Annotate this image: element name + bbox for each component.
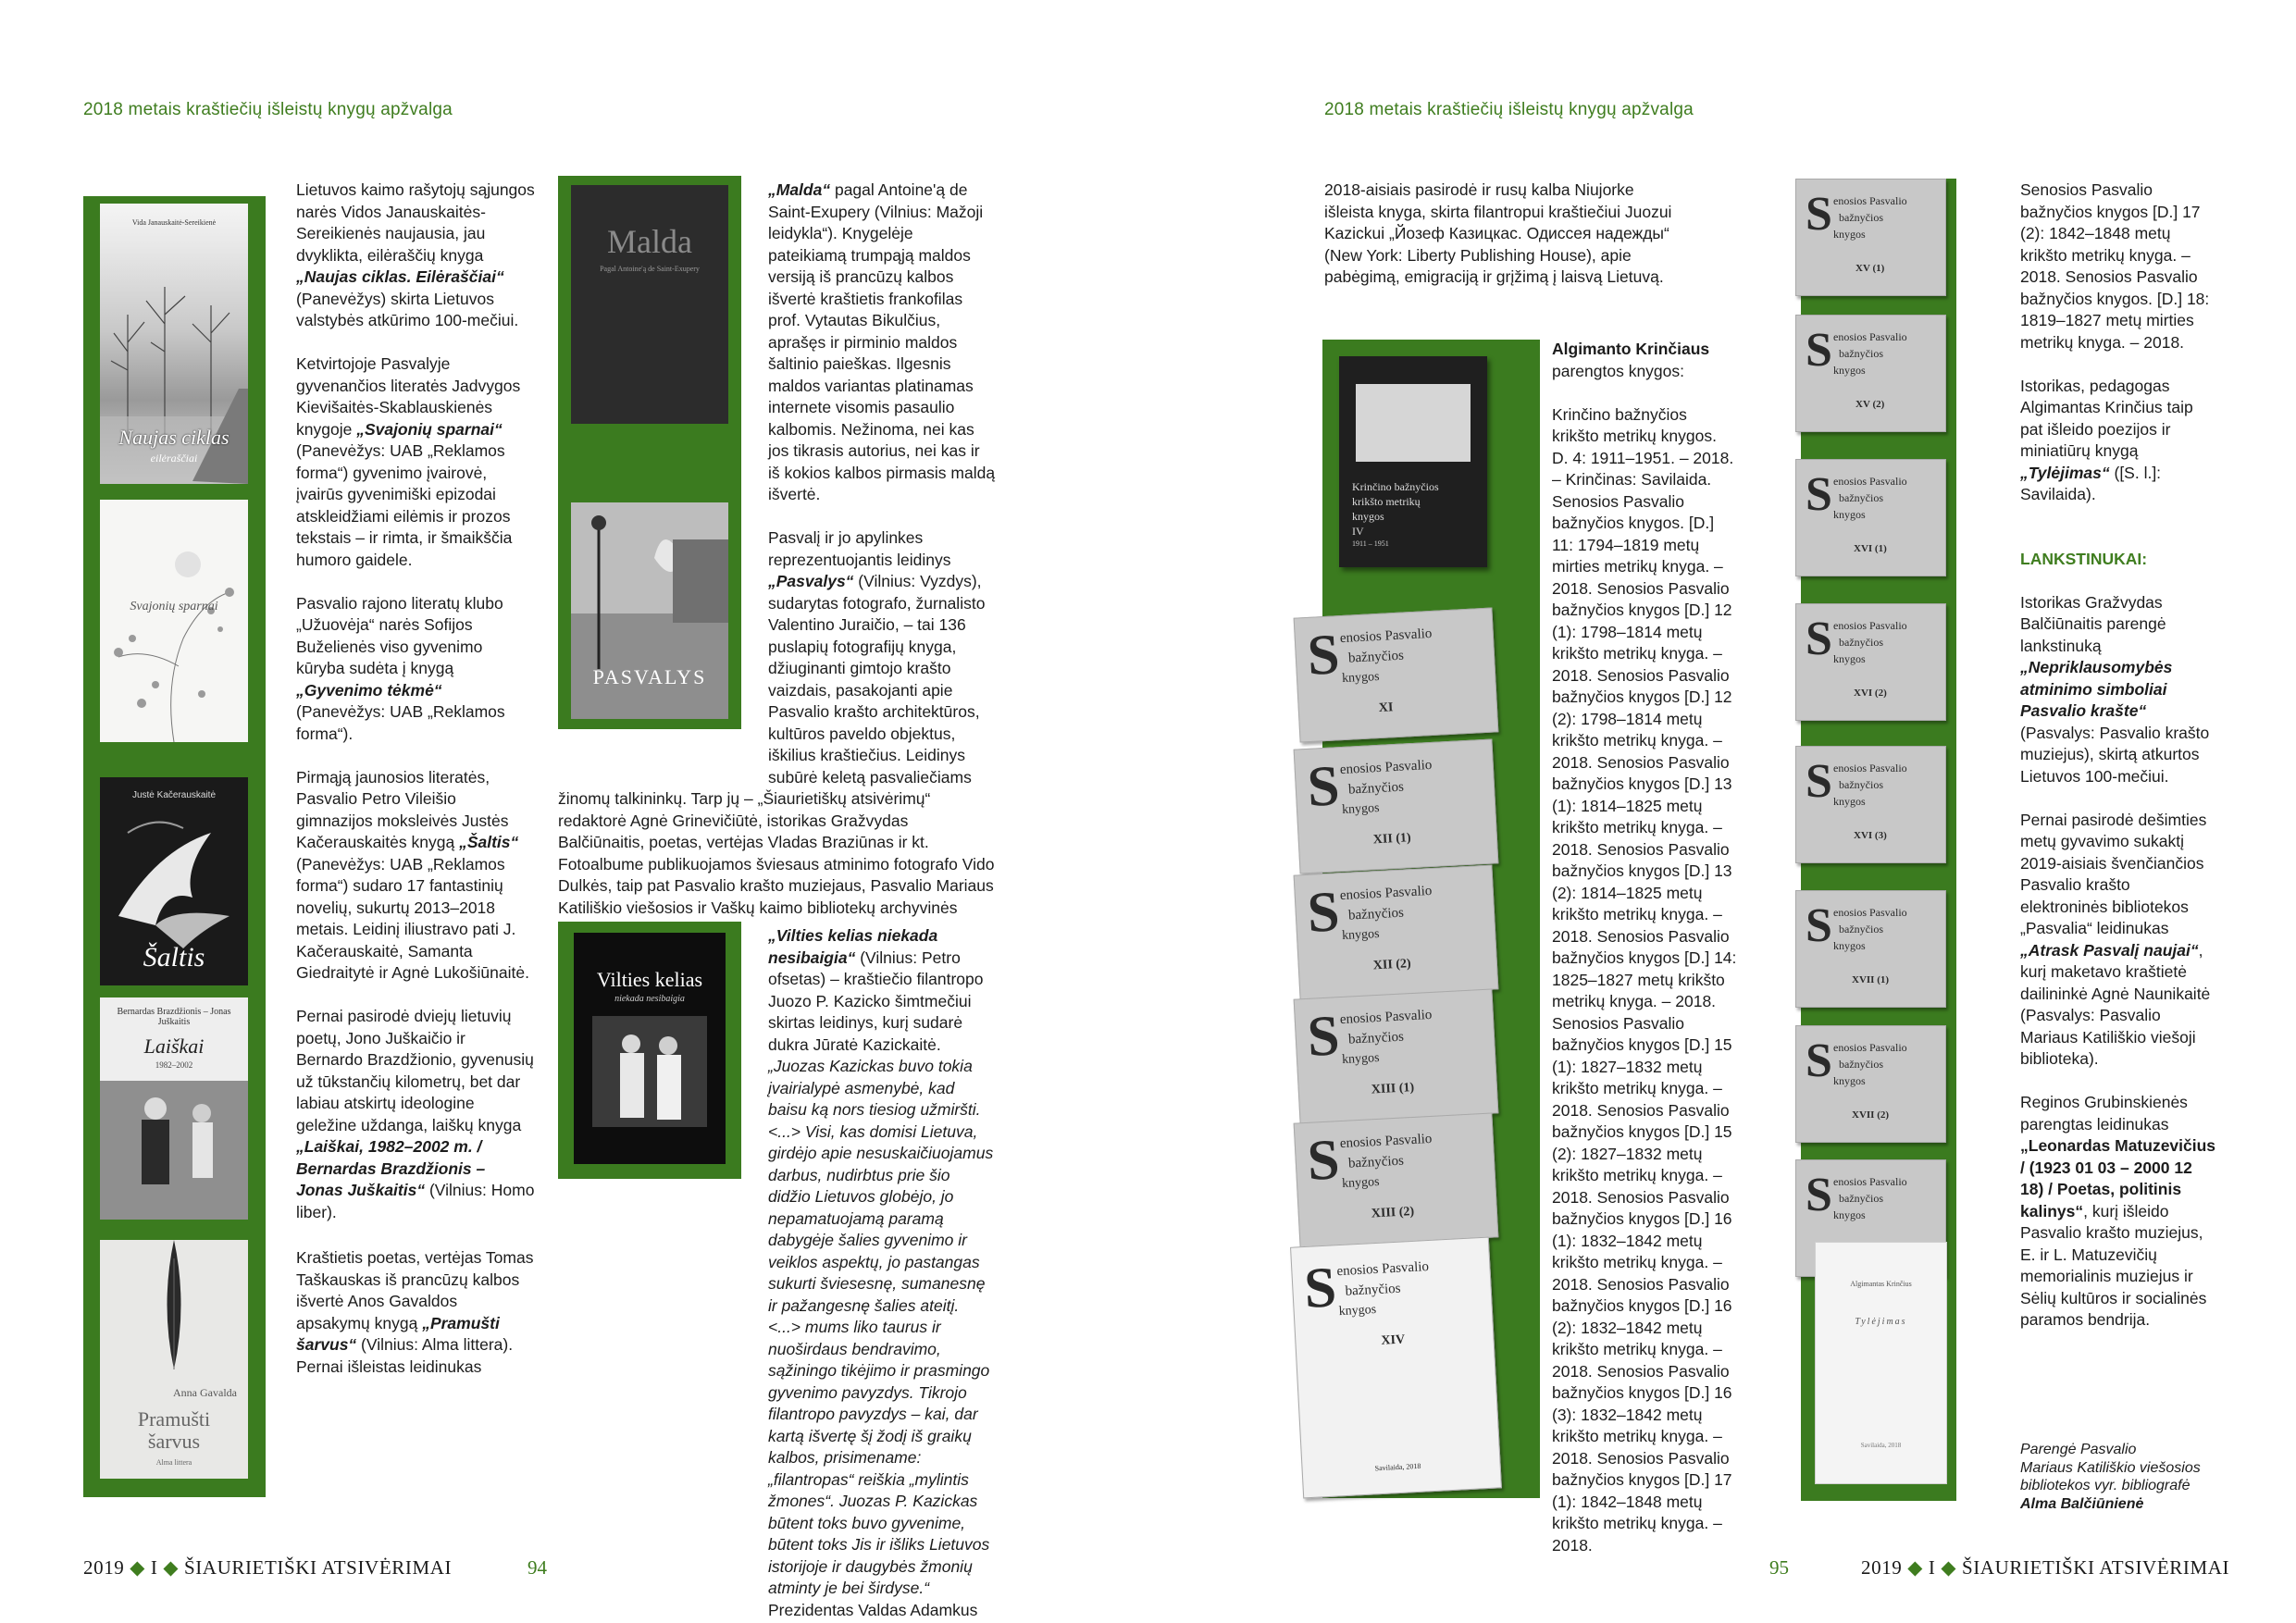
senosios-book-xv-2: S enosios Pasvalio bažnyčios knygos XV (2) bbox=[1795, 315, 1946, 432]
cover-title: Šaltis bbox=[143, 942, 205, 973]
cover-publisher: Savilaida, 2018 bbox=[1860, 1442, 1902, 1449]
paragraph: Algimanto Krinčiaus parengtos knygos: bbox=[1552, 340, 1710, 380]
cover-title: Laiškai bbox=[143, 1035, 205, 1058]
cover-svajoniu-sparnai bbox=[100, 500, 248, 742]
senosios-book-xii-2: S enosios Pasvalio bažnyčios knygos XII (2) bbox=[1294, 864, 1499, 999]
photo-illustration bbox=[100, 997, 248, 1220]
senosios-book-xvi-2: S enosios Pasvalio bažnyčios knygos XVI (2) bbox=[1795, 603, 1946, 721]
paragraph: Pernai pasirodė dešimties metų gyvavimo sukaktį 2019-aisiais švenčiančios Pasvalio krašto elektroninės bibliotekos „Pasvalia“ leidinukas „Atrask Pasvalį naujai“, kurį maketavo kraštietė dailininkė Agnė Naunikaitė (Pasvalys: Pasvalio Mariaus Katiliškio viešoji biblioteka). bbox=[2020, 810, 2211, 1068]
page-number-left: 94 bbox=[527, 1556, 547, 1579]
cover-title: Malda bbox=[607, 223, 692, 260]
running-head: 2018 metais kraštiečių išleistų knygų apžvalga bbox=[83, 100, 453, 119]
senosios-book-xvi-3: S enosios Pasvalio bažnyčios knygos XVI (3) bbox=[1795, 746, 1946, 863]
cover-title: Vilties kelias bbox=[596, 968, 703, 991]
cover-tylejimas bbox=[1815, 1242, 1947, 1484]
cover-naujas-ciklas bbox=[100, 204, 248, 484]
right-column-1-intro bbox=[1324, 180, 1676, 310]
lankstinukai-heading: LANKSTINUKAI: bbox=[2020, 549, 2148, 568]
cover-subtitle: niekada nesibaigia bbox=[614, 994, 685, 1004]
cover-author: Justė Kačerauskaitė bbox=[131, 790, 217, 800]
cover-pramusti-sarvus bbox=[100, 1240, 248, 1479]
cover-vol: IV bbox=[1352, 525, 1364, 538]
cover-saltis bbox=[100, 777, 248, 985]
paragraph: Pernai pasirodė dviejų lietuvių poetų, Jono Juškaičio ir Bernardo Brazdžionio, gyvenusių už tūkstančių kilometrų, bet dar labiau atskirtų ideologine geležine uždanga, laiškų knyga „Laiškai, 1982–2002 m. / Bernardas Brazdžionis – Jonas Juškaitis“ (Vilnius: Homo liber). bbox=[296, 1007, 535, 1221]
cover-title: Svajonių sparnai bbox=[130, 600, 218, 613]
cover-krincino bbox=[1339, 356, 1487, 567]
cover-line1: Krinčino bažnyčios bbox=[1352, 480, 1439, 493]
cover-title: Pramušti šarvus bbox=[137, 1407, 211, 1453]
cover-line2: krikšto metrikų bbox=[1352, 495, 1421, 508]
left-column-2 bbox=[558, 180, 996, 962]
senosios-book-xiii-1: S enosios Pasvalio bažnyčios knygos XIII (1) bbox=[1294, 988, 1499, 1123]
senosios-book-xvii-1: S enosios Pasvalio bažnyčios knygos XVII (1) bbox=[1795, 890, 1946, 1008]
paragraph: „Vilties kelias niekada nesibaigia“ (Vilnius: Petro ofsetas) – kraštiečio filantropo Juozo P. Kazicko šimtmečiui skirtas leidinys, kurį sudarė dukra Jūratė Kazickaitė. „Juozas Kazickas buvo tokia įvairialypė asmenybė, kad baisu ką nors tiesiog užmiršti. <...> Visi, kas domisi Lietuva, girdėjo apie nesuskaičiuojamus darbus, nudirbtus prie šio didžio Lietuvos globėjo, jo nepamatuojamą paramą dabygėje šalies gyvenimo ir veiklos aspektų, jo pastangas sukurti šviesesnę, sumanesnę ir pažangesnę šalies ateitį. <...> mums liko taurus ir nuoširdaus bendravimo, sąžiningo tikėjimo ir prasmingo gyvenimo pavyzdys. Tikrojo filantropo pavyzdys – kai, dar kartą išvertę šį žodį iš graikų kalbos, prisimename: „filantropas“ reiškia „mylintis žmones“. Juozas P. Kazickas būtent toks buvo gyvenime, būtent toks Jis ir išliks Lietuvos istorijoje ir daugybės žmonių atminty je bei širdyse.“ Prezidentas Valdas Adamkus bbox=[768, 926, 994, 1619]
senosios-book-xviii: S enosios Pasvalio bažnyčios knygos bbox=[1795, 1159, 1946, 1277]
left-column-2b bbox=[558, 925, 996, 1621]
cover-years: 1911 – 1951 bbox=[1352, 539, 1389, 548]
cover-years: 1982–2002 bbox=[155, 1060, 193, 1070]
cover-title: Naujas ciklas bbox=[118, 426, 230, 449]
cover-author: Algimantas Krinčius bbox=[1850, 1280, 1912, 1288]
cover-publisher: Alma littera bbox=[155, 1458, 192, 1467]
senosios-book-xvi-1: S enosios Pasvalio bažnyčios knygos XVI (1) bbox=[1795, 459, 1946, 576]
left-column-1 bbox=[296, 180, 535, 1400]
paragraph: Ketvirtojoje Pasvalyje gyvenančios literatės Jadvygos Kievišaitės-Skablauskienės knygoje „Svajonių sparnai“ (Panevėžys: UAB „Reklamos forma“) gyvenimo įvairovė, įvairūs gyvenimiški epizodai atskleidžiami eilėmis ir prozos tekstais – ir rimta, ir šmaikščia humoro gaidele. bbox=[296, 354, 521, 569]
cover-author: Pagal Antoine'ą de Saint-Exupery bbox=[600, 265, 700, 273]
senosios-book-xv-1: S enosios Pasvalio bažnyčios knygos XV (1) bbox=[1795, 179, 1946, 296]
right-page bbox=[1148, 0, 2296, 1623]
page-number-right: 95 bbox=[1769, 1556, 1789, 1579]
senosios-book-xi: S enosios Pasvalio bažnyčios knygos XI bbox=[1294, 607, 1499, 742]
paragraph: Lietuvos kaimo rašytojų sąjungos narės Vidos Janauskaitės-Sereikienės naujausia, jau dvyklikta, eilėraščių knyga „Naujas ciklas. Eilėraščiai“ (Panevėžys) skirta Lietuvos valstybės atkūrimo 100-mečiui. bbox=[296, 180, 535, 329]
cover-title: Tylėjimas bbox=[1855, 1317, 1907, 1327]
paragraph: Reginos Grubinskienės parengtas leidinukas „Leonardas Matuzevičius / (1923 01 03 – 2000 12 18) / Poetas, politinis kalinys“, kurį išleido Pasvalio krašto muziejus, E. ir L. Matuzevičių memorialinis muziejus ir Sėlių kultūros ir socialinės paramos bendrija. bbox=[2020, 1093, 2216, 1329]
paragraph: Pasvalio rajono literatų klubo „Užuovėja“ narės Sofijos Buželienės viso gyvenimo kūryba sudėta į knygą „Gyvenimo tėkmė“ (Panevėžys: UAB „Reklamos forma“). bbox=[296, 593, 505, 743]
paragraph: 2018-aisiais pasirodė ir rusų kalba Niujorke išleista knyga, skirta filantropui kraštiečiui Juozui Kazickui „Йозеф Казицкас. Одиссея надежды“ (New York: Liberty Publishing House), apie pabėgimą, emigraciją ir grįžimą į laisvą Lietuvą. bbox=[1324, 180, 1672, 286]
cover-author: Anna Gavalda bbox=[173, 1386, 237, 1399]
paragraph: Istorikas Gražvydas Balčiūnaitis parengė lankstinuką „Nepriklausomybės atminimo simboliai Pasvalio krašte“ (Pasvalys: Pasvalio krašto muziejus), skirtą atkurtos Lietuvos 100-mečiui. bbox=[2020, 592, 2210, 786]
cover-subtitle: eilėraščiai bbox=[150, 452, 198, 465]
paragraph: Pasvalį ir jo apylinkes reprezentuojantis leidinys „Pasvalys“ (Vilnius: Vyzdys), sudarytas fotografo, žurnalisto Valentino Juraičio, – tai 136 puslapių fotografijų knyga, džiuginanti gimtojo krašto vaizdais, pasakojanti apie Pasvalio krašto architektūros, kultūros paveldo objektus, iškilius kraštiečius. Leidinys subūrė keletą pasvaliečiams bbox=[768, 528, 986, 787]
cover-authors: Bernardas Brazdžionis – Jonas Juškaitis bbox=[117, 1007, 231, 1027]
footer-left: 2019 ◆ I ◆ ŠIAURIETIŠKI ATSIVĖRIMAI bbox=[83, 1556, 453, 1579]
senosios-book-xiv: S enosios Pasvalio bažnyčios knygos XIV Savilaida, 2018 bbox=[1290, 1237, 1502, 1499]
cover-laiskai bbox=[100, 997, 248, 1220]
paragraph: Senosios Pasvalio bažnyčios knygos [D.] 17 (2): 1842–1848 metų krikšto metrikų knyga. – 2018. Senosios Pasvalio bažnyčios knygos. [D.] 18: 1819–1827 metų mirties metrikų knyga. – 2018. bbox=[2020, 180, 2210, 352]
cover-title: PASVALYS bbox=[592, 665, 707, 688]
running-head: 2018 metais kraštiečių išleistų knygų apžvalga bbox=[1324, 100, 1694, 119]
paragraph: Istorikas, pedagogas Algimantas Krinčius taip pat išleido poezijos ir miniatiūrų knygą „Tylėjimas“ ([S. l.]: Savilaida). bbox=[2020, 376, 2193, 503]
cover-line3: knygos bbox=[1352, 510, 1384, 523]
paragraph: Pirmąją jaunosios literatės, Pasvalio Petro Vileišio gimnazijos moksleivės Justės Kačerauskaitės knygą „Šaltis“ (Panevėžys: UAB „Reklamos forma“) sudaro 17 fantastinių novelių, sukurtų 2013–2018 metais. Leidinį iliustravo pati J. Kačerauskaitė, Samanta Giedraitytė ir Agnė Lukošiūnaitė. bbox=[296, 767, 529, 982]
paragraph: „Malda“ pagal Antoine'ą de Saint-Exupery (Vilnius: Mažoji leidykla“). Knygelėje pateikiamą trumpąją maldos versiją iš prancūzų kalbos išvertė kraštietis frankofilas prof. Vytautas Bikulčius, aprašęs ir pirminio maldos šaltinio paieškas. Ilgesnis maldos variantas platinamas internete visomis pasaulio kalbomis. Nežinoma, nei kas jos tikrasis autorius, nei kas ir iš kokios kalbos pirmasis maldą išvertė. bbox=[768, 180, 996, 503]
cover-author: Vida Janauskaitė-Sereikienė bbox=[131, 218, 217, 227]
senosios-book-xii-1: S enosios Pasvalio bažnyčios knygos XII (1) bbox=[1294, 738, 1499, 873]
paragraph: Kraštietis poetas, vertėjas Tomas Taškauskas iš prancūzų kalbos išvertė Anos Gavaldos apsakymų knygą „Pramušti šarvus“ (Vilnius: Alma littera). Pernai išleistas leidinukas bbox=[296, 1248, 534, 1376]
tree-illustration bbox=[100, 500, 248, 742]
paragraph: žinomų talkininkų. Tarp jų – „Šiaurietiškų atsivėrimų“ redaktorė Agnė Grinevičiūtė, istorikas Gražvydas Balčiūnaitis, poetas, vertėjas Vladas Braziūnas ir kt. Fotoalbume publikuojamos šviesaus atminimo fotografo Vido Dulkės, taip pat Pasvalio krašto muziejaus, Pasvalio Mariaus Katiliškio viešosios ir Vaškų kaimo bibliotekų archyvinės bbox=[558, 789, 995, 917]
senosios-book-xiii-2: S enosios Pasvalio bažnyčios knygos XIII (2) bbox=[1294, 1112, 1499, 1247]
footer-right: 2019 ◆ I ◆ ŠIAURIETIŠKI ATSIVĖRIMAI bbox=[1861, 1556, 2230, 1579]
author-credit: Parengė Pasvalio Mariaus Katiliškio viešosios bibliotekos vyr. bibliografė Alma Balčiūnienė bbox=[2020, 1442, 2201, 1512]
senosios-book-xvii-2: S enosios Pasvalio bažnyčios knygos XVII (2) bbox=[1795, 1025, 1946, 1143]
paragraph: Krinčino bažnyčios krikšto metrikų knygos. D. 4: 1911–1951. – 2018. – Krinčinas: Savilaida. Senosios Pasvalio bažnyčios knygos. [D.] 11: 1794–1819 metų mirties metrikų knyga. – 2018. Senosios Pasvalio bažnyčios knygos [D.] 12 (1): 1798–1814 metų krikšto metrikų knyga. – 2018. Senosios Pasvalio bažnyčios knygos [D.] 12 (2): 1798–1814 metų krikšto metrikų knyga. – 2018. Senosios Pasvalio bažnyčios knygos [D.] 13 (1): 1814–1825 metų krikšto metrikų knyga. – 2018. Senosios Pasvalio bažnyčios knygos [D.] 13 (2): 1814–1825 metų krikšto metrikų knyga. – 2018. Senosios Pasvalio bažnyčios knygos [D.] 14: 1825–1827 metų krikšto metrikų knyga. – 2018. Senosios Pasvalio bažnyčios knygos [D.] 15 (1): 1827–1832 metų krikšto metrikų knyga. – 2018. Senosios Pasvalio bažnyčios knygos [D.] 15 (2): 1827–1832 metų krikšto metrikų knyga. – 2018. Senosios Pasvalio bažnyčios knygos [D.] 16 (1): 1832–1842 metų krikšto metrikų knyga. – 2018. Senosios Pasvalio bažnyčios knygos [D.] 16 (2): 1832–1842 metų krikšto metrikų knyga. – 2018. Senosios Pasvalio bažnyčios knygos [D.] 16 (3): 1832–1842 metų krikšto metrikų knyga. – 2018. Senosios Pasvalio bažnyčios knygos [D.] 17 (1): 1842–1848 metų krikšto metrikų knyga. – 2018. bbox=[1552, 404, 1737, 1555]
right-column-2 bbox=[2020, 180, 2216, 1353]
right-column-1-list bbox=[1552, 339, 1737, 1579]
book-photo bbox=[1356, 384, 1471, 462]
